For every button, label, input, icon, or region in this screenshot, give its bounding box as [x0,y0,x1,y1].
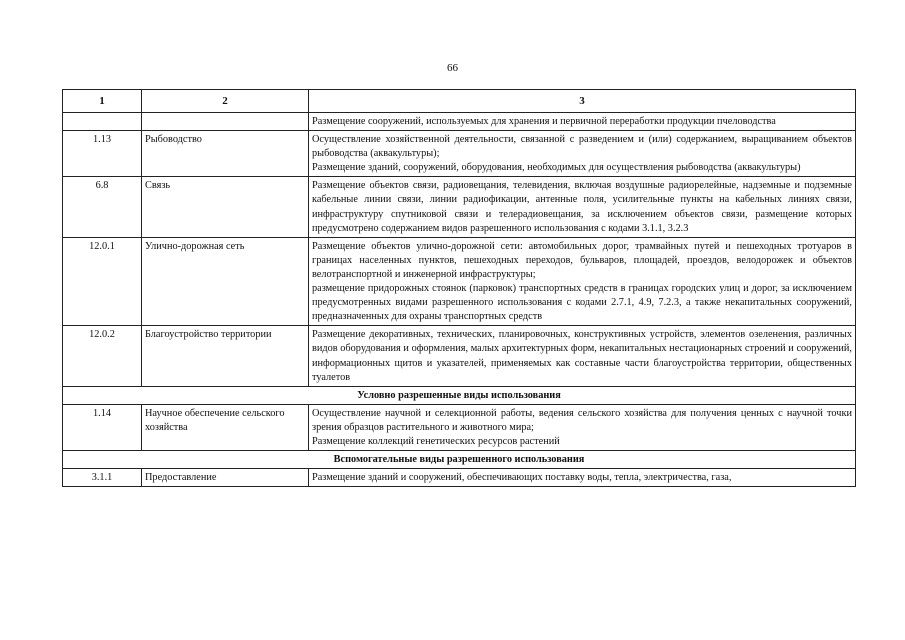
table-header-row [63,90,856,113]
description-paragraph: Размещение декоративных, технических, планировочных, конструктивных устройств, элементов озеленения, различных видов оборудования и оформления, малых архитектурных форм, некапитальных нестационарных строений и сооружений, информационных щитов и указателей, применяемых как составные части благоустройства территории, общественных туалетов [312,329,852,383]
table-row [63,326,856,386]
row-code: 1.14 [63,404,142,450]
row-description [309,113,856,131]
section-heading-conditional: Условно разрешенные виды использования [63,386,856,404]
description-paragraph: Размещение объектов улично-дорожной сети: автомобильных дорог, трамвайных путей и пешеходных тротуаров в границах населенных пунктов, пешеходных переходов, бульваров, площадей, проездов, велодорожек и объектов велотранспортной и инженерной инфраструктуры; [312,240,852,280]
row-code: 3.1.1 [63,469,142,487]
table-row [63,113,856,131]
row-description [309,404,856,450]
row-name: Предоставление [142,469,309,487]
row-name: Улично-дорожная сеть [142,237,309,326]
section-row-auxiliary [63,451,856,469]
table-row [63,237,856,326]
table-row [63,177,856,237]
row-code: 6.8 [63,177,142,237]
table-row [63,469,856,487]
description-paragraph: Осуществление научной и селекционной работы, ведения сельского хозяйства для получения ценных с научной точки зрения образцов растительного и животного мира; [312,407,852,433]
column-header-description: 3 [309,90,856,113]
row-description [309,326,856,386]
row-code: 12.0.1 [63,237,142,326]
section-heading-auxiliary: Вспомогательные виды разрешенного использования [63,451,856,469]
description-paragraph: Размещение зданий, сооружений, оборудования, необходимых для осуществления рыбоводства (аквакультуры) [312,162,801,174]
row-name: Научное обеспечение сельского хозяйства [142,404,309,450]
row-description [309,237,856,326]
table-row [63,131,856,177]
description-paragraph: Размещение объектов связи, радиовещания, телевидения, включая воздушные радиорелейные, надземные и подземные кабельные линии связи, линии радиофикации, антенные поля, усилительные пункты на кабельных линиях связи, инфраструктуру спутниковой связи и телерадиовещания, за исключением объектов связи, размещение которых предусмотрено содержанием видов разрешенного использования с кодами 3.1.1, 3.2.3 [312,180,852,234]
row-code [63,113,142,131]
row-code: 1.13 [63,131,142,177]
description-paragraph: размещение придорожных стоянок (парковок) транспортных средств в границах городских улиц и дорог, за исключением предусмотренных видами разрешенного использования с кодами 2.7.1, 4.9, 7.2.3, а также некапитальных сооружений, предназначенных для охраны транспортных средств [312,283,852,323]
column-header-code: 1 [63,90,142,113]
page-number: 66 [447,62,458,74]
table-row [63,404,856,450]
row-description [309,177,856,237]
column-header-name: 2 [142,90,309,113]
description-paragraph: Размещение коллекций генетических ресурсов растений [312,435,560,447]
land-use-table [62,89,856,487]
row-name: Благоустройство территории [142,326,309,386]
description-paragraph: Размещение сооружений, используемых для хранения и первичной переработки продукции пчеловодства [312,116,776,127]
row-name [142,113,309,131]
row-code: 12.0.2 [63,326,142,386]
row-name: Связь [142,177,309,237]
section-row-conditional [63,386,856,404]
row-name: Рыбоводство [142,131,309,177]
row-description [309,131,856,177]
description-paragraph: Размещение зданий и сооружений, обеспечивающих поставку воды, тепла, электричества, газа, [312,472,732,484]
description-paragraph: Осуществление хозяйственной деятельности, связанной с разведением и (или) содержанием, выращиванием объектов рыбоводства (аквакультуры); [312,134,852,160]
row-description [309,469,856,487]
